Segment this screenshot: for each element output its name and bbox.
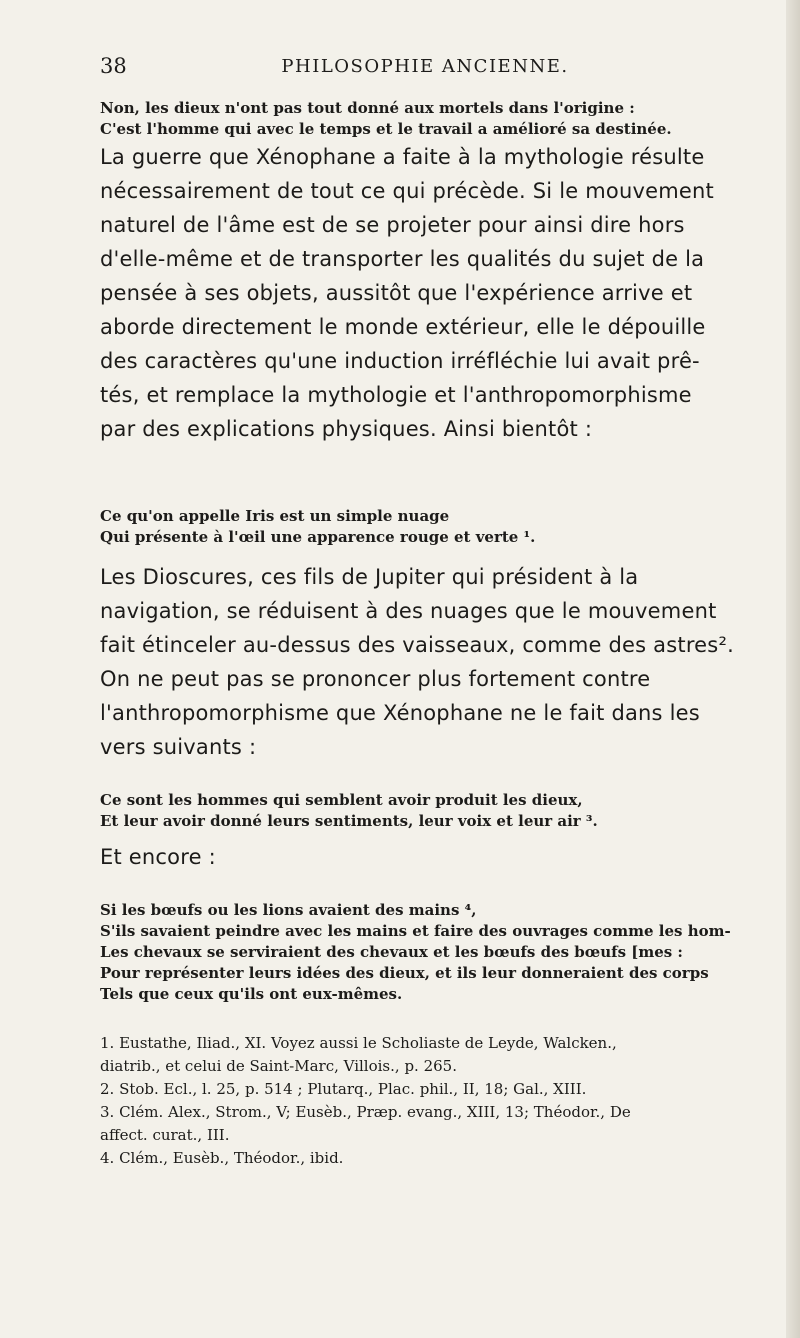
verse-line: Non, les dieux n'ont pas tout donné aux mortels dans l'origine : xyxy=(100,99,635,117)
verse-quote-1 xyxy=(100,98,750,140)
footnote-line: diatrib., et celui de Saint-Marc, Villois., p. 265. xyxy=(100,1057,457,1075)
text-line: l'anthropomorphisme que Xénophane ne le fait dans les xyxy=(100,701,700,725)
text-line: nécessairement de tout ce qui précède. Si le mouvement xyxy=(100,179,714,203)
footnote-line: affect. curat., III. xyxy=(100,1126,230,1144)
page-number: 38 xyxy=(100,54,127,78)
footnote-line: 3. Clém. Alex., Strom., V; Eusèb., Præp. evang., XIII, 13; Théodor., De xyxy=(100,1103,631,1121)
text-line: Les Dioscures, ces fils de Jupiter qui président à la xyxy=(100,565,639,589)
footnote-line: 4. Clém., Eusèb., Théodor., ibid. xyxy=(100,1149,344,1167)
paragraph-1 xyxy=(100,140,750,446)
text-line: par des explications physiques. Ainsi bientôt : xyxy=(100,417,593,441)
text-line: naturel de l'âme est de se projeter pour ainsi dire hors xyxy=(100,213,685,237)
verse-line: Et leur avoir donné leurs sentiments, leur voix et leur air ³. xyxy=(100,812,598,830)
verse-line: Les chevaux se serviraient des chevaux et les bœufs des bœufs [mes : xyxy=(100,943,683,961)
page-spine-edge xyxy=(786,0,800,1338)
verse-line: Pour représenter leurs idées des dieux, et ils leur donneraient des corps xyxy=(100,964,709,982)
text-line: fait étinceler au-dessus des vaisseaux, comme des astres². xyxy=(100,633,734,657)
running-head: PHILOSOPHIE ANCIENNE. xyxy=(281,56,569,77)
verse-quote-4 xyxy=(100,900,750,1005)
text-line: des caractères qu'une induction irréfléchie lui avait prê- xyxy=(100,349,700,373)
text-line: Et encore : xyxy=(100,845,216,869)
text-line: pensée à ses objets, aussitôt que l'expérience arrive et xyxy=(100,281,693,305)
verse-line: Qui présente à l'œil une apparence rouge et verte ¹. xyxy=(100,528,536,546)
footnotes xyxy=(100,1032,750,1170)
text-line: vers suivants : xyxy=(100,735,257,759)
text-line: navigation, se réduisent à des nuages que le mouvement xyxy=(100,599,717,623)
footnote-line: 1. Eustathe, Iliad., XI. Voyez aussi le Scholiaste de Leyde, Walcken., xyxy=(100,1034,617,1052)
text-line: aborde directement le monde extérieur, elle le dépouille xyxy=(100,315,706,339)
page-header xyxy=(100,54,750,84)
verse-line: Ce sont les hommes qui semblent avoir produit les dieux, xyxy=(100,791,583,809)
text-line: La guerre que Xénophane a faite à la mythologie résulte xyxy=(100,145,705,169)
verse-line: S'ils savaient peindre avec les mains et faire des ouvrages comme les hom- xyxy=(100,922,731,940)
text-line: On ne peut pas se prononcer plus fortement contre xyxy=(100,667,651,691)
text-line: d'elle-même et de transporter les qualités du sujet de la xyxy=(100,247,705,271)
footnote-line: 2. Stob. Ecl., l. 25, p. 514 ; Plutarq., Plac. phil., II, 18; Gal., XIII. xyxy=(100,1080,587,1098)
verse-quote-3 xyxy=(100,790,750,832)
text-line: tés, et remplace la mythologie et l'anthropomorphisme xyxy=(100,383,692,407)
paragraph-3 xyxy=(100,840,750,874)
verse-quote-2 xyxy=(100,506,750,548)
verse-line: Tels que ceux qu'ils ont eux-mêmes. xyxy=(100,985,403,1003)
verse-line: C'est l'homme qui avec le temps et le travail a amélioré sa destinée. xyxy=(100,120,672,138)
verse-line: Ce qu'on appelle Iris est un simple nuage xyxy=(100,507,450,525)
verse-line: Si les bœufs ou les lions avaient des mains ⁴, xyxy=(100,901,477,919)
paragraph-2 xyxy=(100,560,750,764)
